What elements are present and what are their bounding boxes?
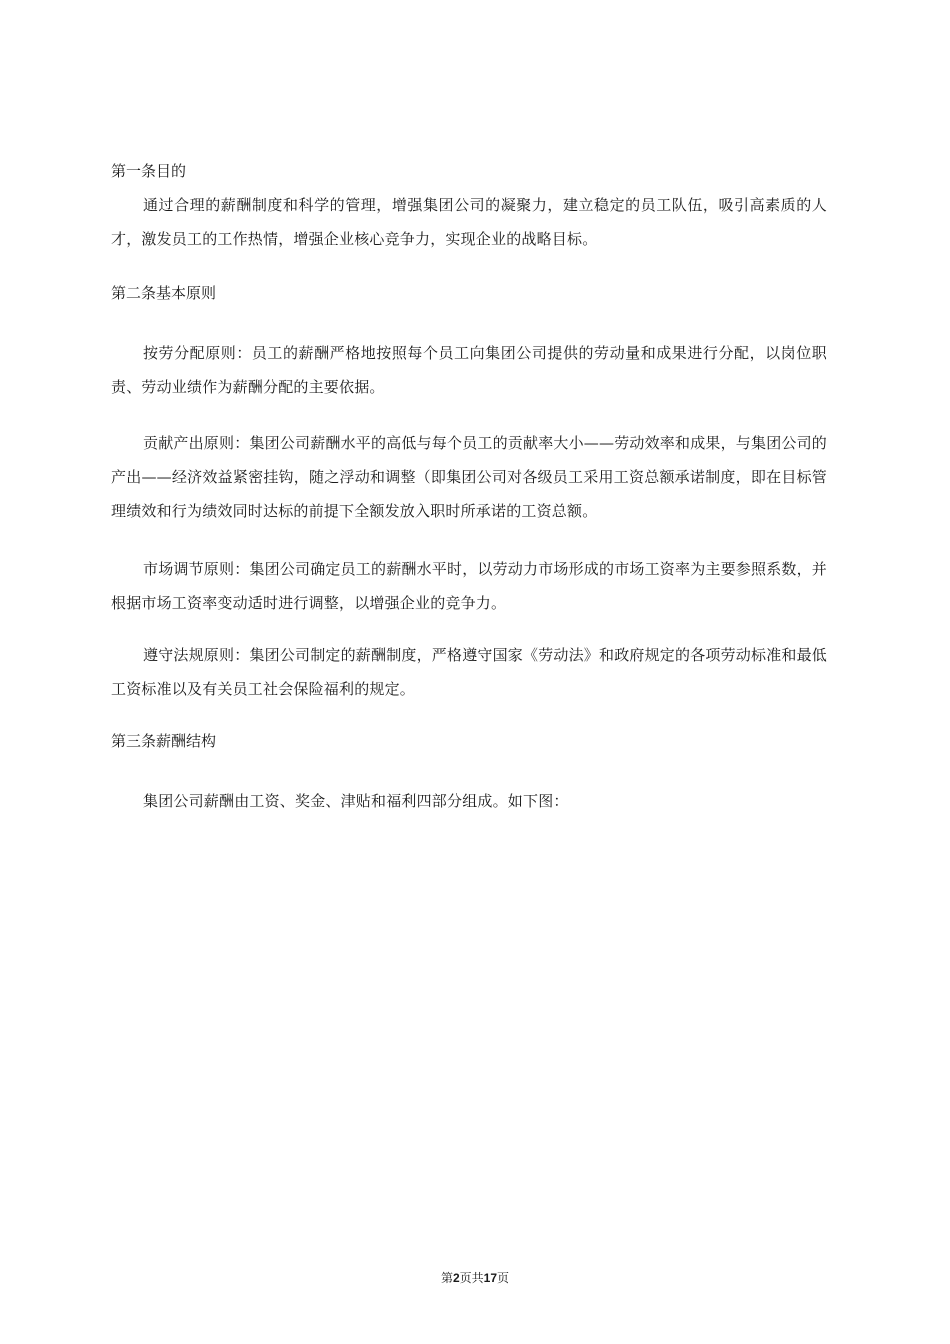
principle-distribution: 按劳分配原则：员工的薪酬严格地按照每个员工向集团公司提供的劳动量和成果进行分配，以岗位职责、劳动业绩作为薪酬分配的主要依据。 <box>111 344 827 396</box>
principle-market: 市场调节原则：集团公司确定员工的薪酬水平时，以劳动力市场形成的市场工资率为主要参照系数，并根据市场工资率变动适时进行调整，以增强企业的竞争力。 <box>111 560 828 612</box>
footer-total-pages: 17 <box>483 1271 498 1285</box>
footer-prefix: 第 <box>440 1271 453 1285</box>
section-2-title: 第二条基本原则 <box>111 284 217 302</box>
section-3-paragraph: 集团公司薪酬由工资、奖金、津贴和福利四部分组成。如下图： <box>143 792 569 810</box>
section-1-paragraph: 通过合理的薪酬制度和科学的管理，增强集团公司的凝聚力，建立稳定的员工队伍，吸引高素质的人才，激发员工的工作热情，增强企业核心竞争力，实现企业的战略目标。 <box>111 196 827 248</box>
footer-middle: 页共 <box>459 1271 484 1285</box>
page-footer <box>0 1270 950 1286</box>
section-1-title: 第一条目的 <box>111 162 187 180</box>
document-body <box>111 158 827 818</box>
footer-page-number: 2 <box>452 1271 460 1285</box>
principle-compliance: 遵守法规原则：集团公司制定的薪酬制度，严格遵守国家《劳动法》和政府规定的各项劳动标准和最低工资标准以及有关员工社会保险福利的规定。 <box>111 646 828 698</box>
section-3-title: 第三条薪酬结构 <box>111 732 217 750</box>
footer-suffix: 页 <box>497 1271 510 1285</box>
principle-contribution: 贡献产出原则：集团公司薪酬水平的高低与每个员工的贡献率大小——劳动效率和成果，与集团公司的产出——经济效益紧密挂钩，随之浮动和调整（即集团公司对各级员工采用工资总额承诺制度，即在目标管理绩效和行为绩效同时达标的前提下全额发放入职时所承诺的工资总额。 <box>111 434 828 520</box>
